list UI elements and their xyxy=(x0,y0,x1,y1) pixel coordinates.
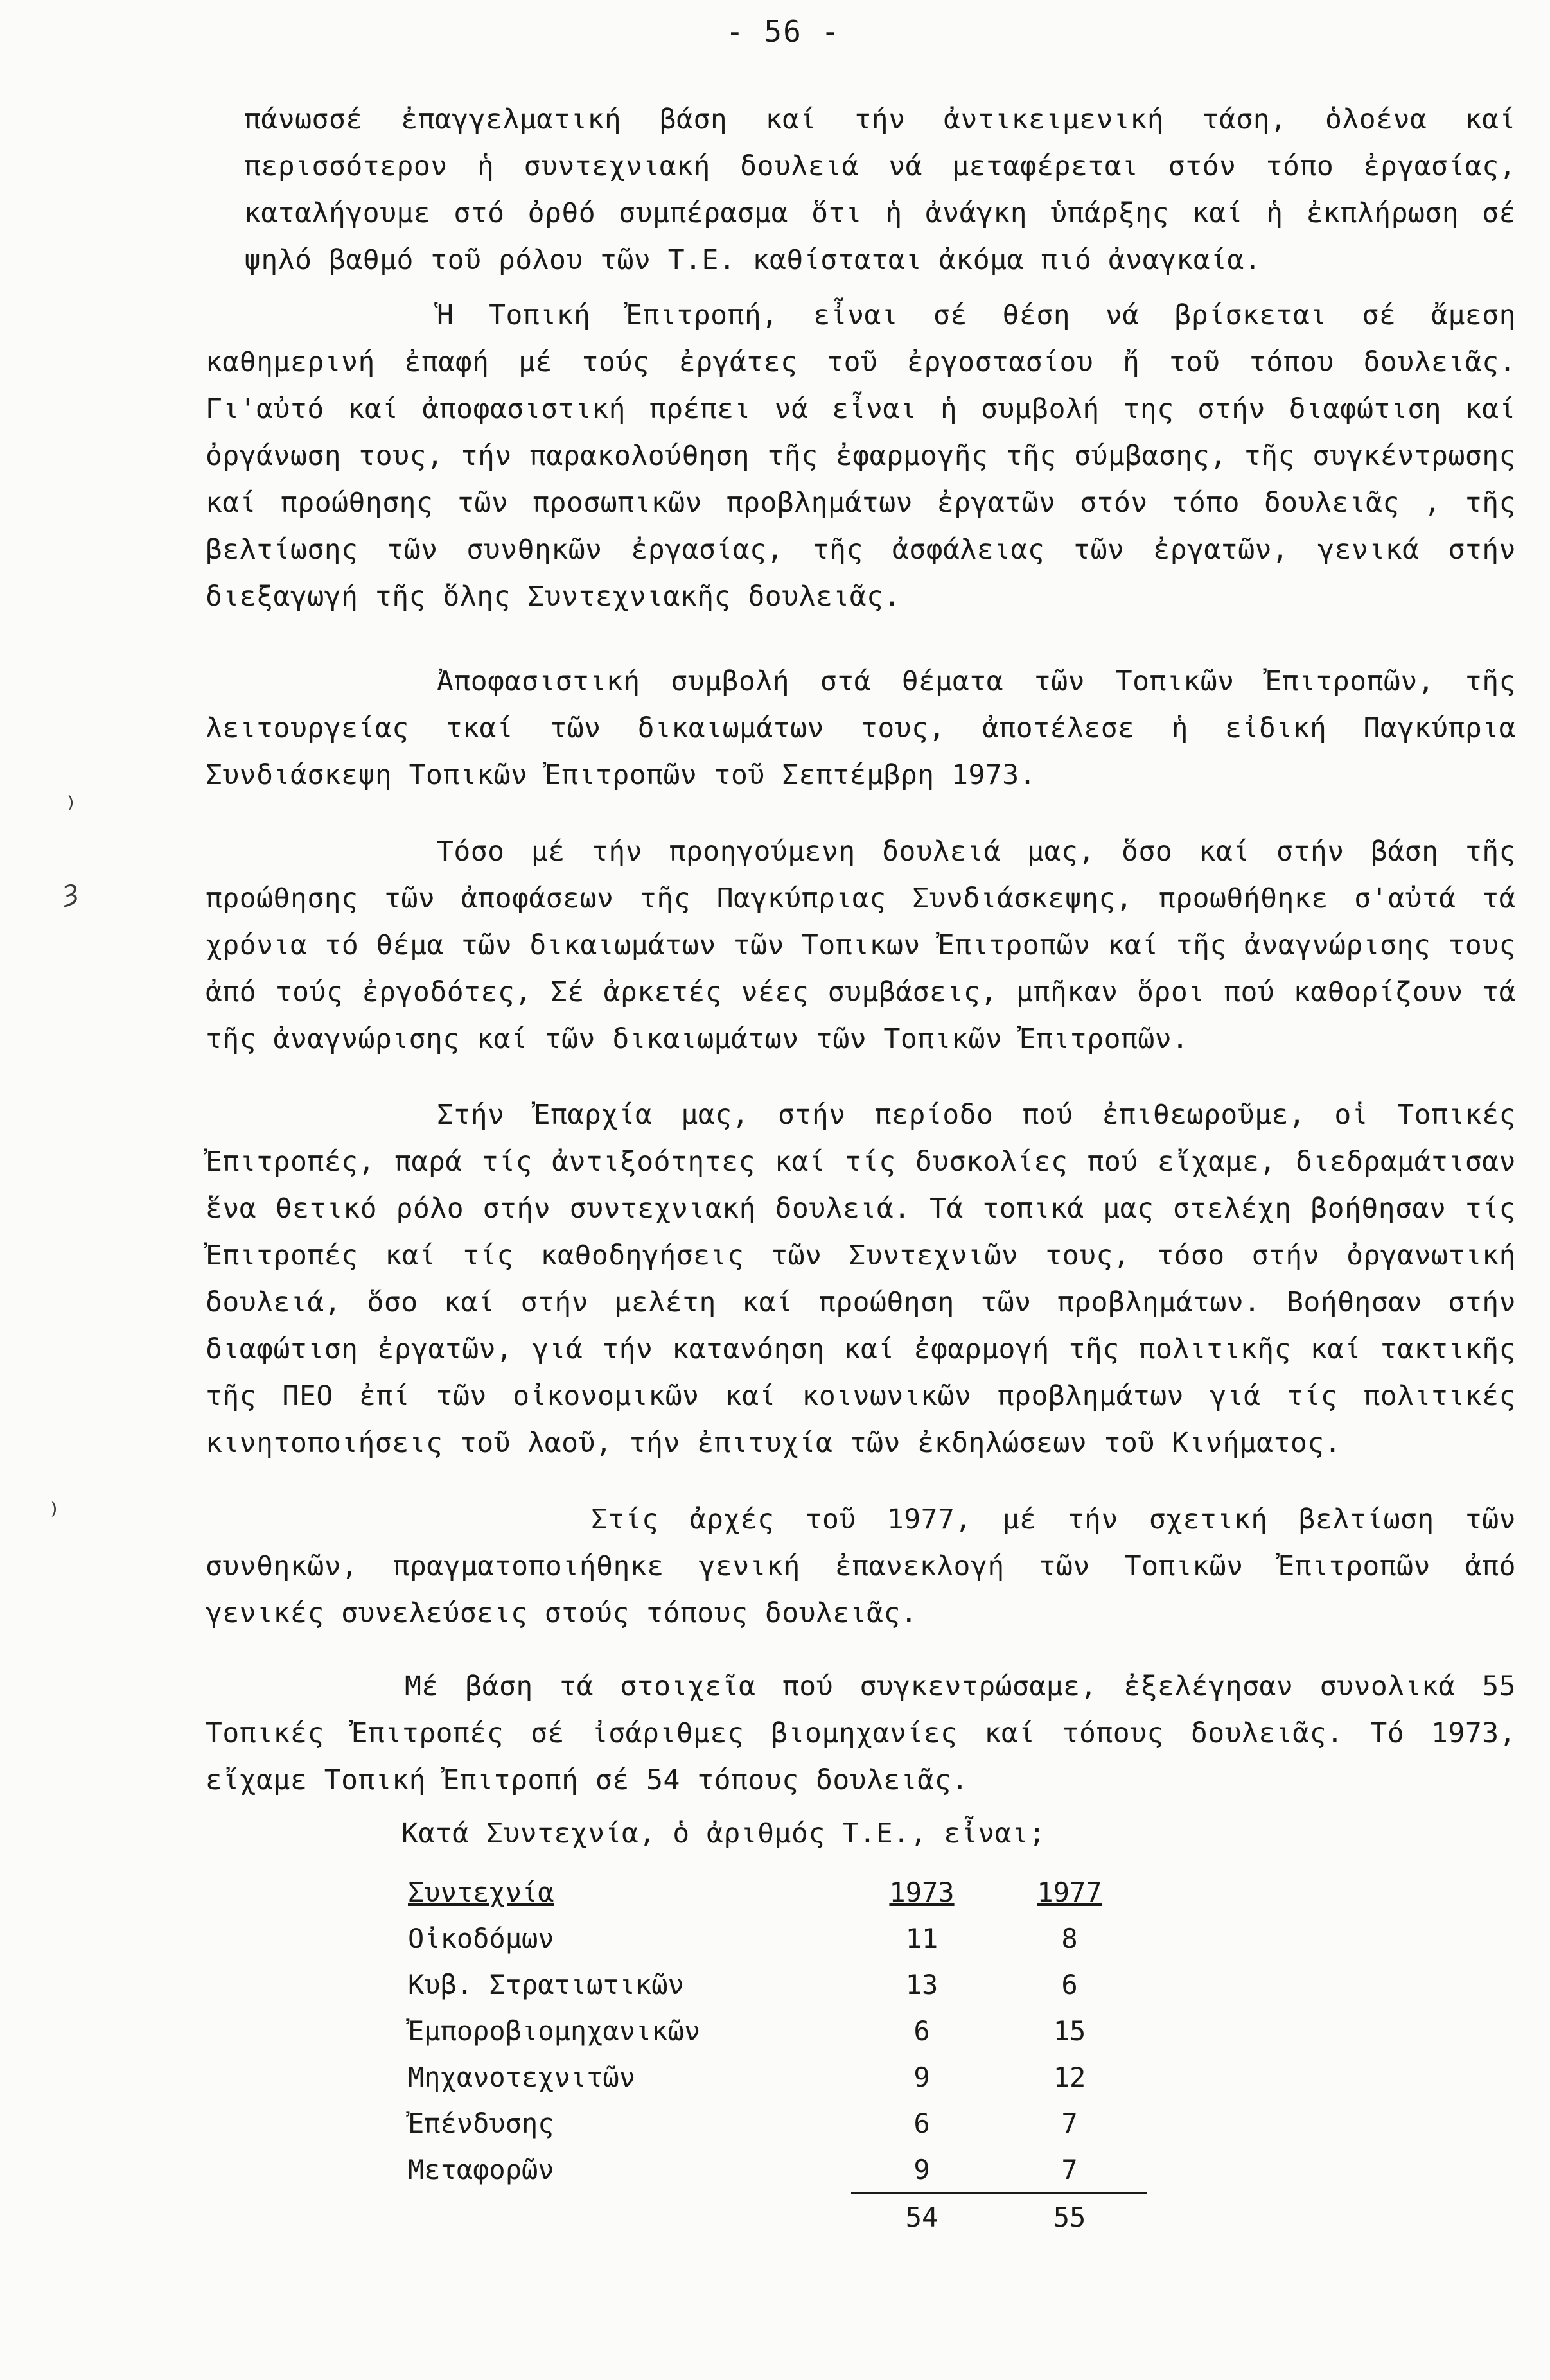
row-1973: 9 xyxy=(913,2153,930,2185)
header-1977: 1977 xyxy=(1037,1876,1102,1908)
row-1977: 7 xyxy=(1061,2107,1078,2139)
table-header-row xyxy=(408,1869,1147,1915)
row-1977: 15 xyxy=(1053,2015,1086,2047)
margin-mark: ⁾ xyxy=(45,1496,63,1531)
row-union: Μεταφορῶν xyxy=(408,2154,554,2185)
totals-label-cell xyxy=(408,2193,851,2240)
total-1973: 54 xyxy=(851,2193,992,2240)
paragraph-6: Στίς ἀρχές τοῦ 1977, μέ τήν σχετική βελτίωση τῶν συνθηκῶν, πραγματοποιήθηκε γενική ἐπανεκλογή τῶν Τοπικῶν Ἐπιτροπῶν ἀπό γενικές συνελεύσεις στούς τόπους δουλειᾶς. xyxy=(206,1503,1516,1629)
row-1977: 12 xyxy=(1053,2061,1086,2093)
table-row xyxy=(408,2008,1147,2054)
row-union: Μηχανοτεχνιτῶν xyxy=(408,2061,636,2093)
row-union: Ἐπένδυσης xyxy=(408,2107,554,2139)
header-1973: 1973 xyxy=(889,1876,955,1908)
row-1977: 6 xyxy=(1061,1968,1078,2000)
row-union: Ἐμποροβιομηχανικῶν xyxy=(408,2015,701,2047)
paragraph-2: Ἡ Τοπική Ἐπιτροπή, εἶναι σέ θέση νά βρίσκεται σέ ἄμεση καθημερινή ἐπαφή μέ τούς ἐργάτες τοῦ ἐργοστασίου ἤ τοῦ τόπου δουλειᾶς. Γι'αὐτό καί ἀποφασιστική πρέπει νά εἶναι ἡ συμβολή της στήν διαφώτιση καί ὀργάνωση τους, τήν παρακολούθηση τῆς ἐφαρμογῆς τῆς σύμβασης, τῆς συγκέντρωσης καί προώθησης τῶν προσωπικῶν προβλημάτων ἐργατῶν στόν τόπο δουλειᾶς , τῆς βελτίωσης τῶν συνθηκῶν ἐργασίας, τῆς ἀσφάλειας τῶν ἐργατῶν, γενικά στήν διεξαγωγή τῆς ὅλης Συντεχνιακῆς δουλειᾶς. xyxy=(206,299,1516,613)
margin-mark: ⁾ xyxy=(62,790,80,825)
total-1977: 55 xyxy=(992,2193,1147,2240)
margin-mark: ȝ xyxy=(62,873,80,908)
paragraph-1: πάνωσσέ ἐπαγγελματική βάση καί τήν ἀντικειμενική τάση, ὁλοένα καί περισσότερον ἡ συντεχνιακή δουλειά νά μεταφέρεται στόν τόπο ἐργασίας, καταλήγουμε στό ὀρθό συμπέρασμα ὅτι ἡ ἀνάγκη ὑπάρξης καί ἡ ἐκπλήρωση σέ ψηλό βαθμό τοῦ ρόλου τῶν Τ.Ε. καθίσταται ἀκόμα πιό ἀναγκαία. xyxy=(244,103,1516,276)
unions-table xyxy=(408,1869,1147,2240)
row-union: Κυβ. Στρατιωτικῶν xyxy=(408,1968,684,2000)
table-row xyxy=(408,2054,1147,2100)
header-union: Συντεχνία xyxy=(408,1876,554,1908)
row-1973: 13 xyxy=(905,1968,938,2000)
row-1973: 6 xyxy=(913,2107,930,2139)
paragraph-5: Στήν Ἐπαρχία μας, στήν περίοδο πού ἐπιθεωροῦμε, οἱ Τοπικές Ἐπιτροπές, παρά τίς ἀντιξοότητες καί τίς δυσκολίες πού εἴχαμε, διεδραμάτισαν ἕνα θετικό ρόλο στήν συντεχνιακή δουλειά. Τά τοπικά μας στελέχη βοήθησαν τίς Ἐπιτροπές καί τίς καθοδηγήσεις τῶν Συντεχνιῶν τους, τόσο στήν ὀργανωτική δουλειά, ὅσο καί στήν μελέτη καί προώθηση τῶν προβλημάτων. Βοήθησαν στήν διαφώτιση ἐργατῶν, γιά τήν κατανόηση καί ἐφαρμογή τῆς πολιτικῆς καί τακτικῆς τῆς ΠΕΟ ἐπί τῶν οἰκονομικῶν καί κοινωνικῶν προβλημάτων γιά τίς πολιτικές κινητοποιήσεις τοῦ λαοῦ, τήν ἐπιτυχία τῶν ἐκδηλώσεων τοῦ Κινήματος. xyxy=(206,1099,1516,1459)
table-row xyxy=(408,2146,1147,2193)
paragraph-7: Μέ βάση τά στοιχεῖα πού συγκεντρώσαμε, ἐξελέγησαν συνολικά 55 Τοπικές Ἐπιτροπές σέ ἰσάριθμες βιομηχανίες καί τόπους δουλειᾶς. Τό 1973, εἴχαμε Τοπική Ἐπιτροπή σέ 54 τόπους δουλειᾶς. xyxy=(206,1670,1516,1796)
row-1977: 7 xyxy=(1061,2153,1078,2185)
paragraph-3: Ἀποφασιστική συμβολή στά θέματα τῶν Τοπικῶν Ἐπιτροπῶν, τῆς λειτουργείας τκαί τῶν δικαιωμάτων τους, ἀποτέλεσε ἡ εἰδική Παγκύπρια Συνδιάσκεψη Τοπικῶν Ἐπιτροπῶν τοῦ Σεπτέμβρη 1973. xyxy=(206,665,1516,791)
row-1973: 11 xyxy=(905,1922,938,1954)
totals-row xyxy=(408,2193,1147,2240)
row-1973: 9 xyxy=(913,2061,930,2093)
table-row xyxy=(408,1961,1147,2008)
table-intro: Κατά Συντεχνία, ὁ ἀριθμός Τ.Ε., εἶναι; xyxy=(401,1817,1046,1850)
table-row xyxy=(408,2100,1147,2146)
paragraph-4: Τόσο μέ τήν προηγούμενη δουλειά μας, ὅσο καί στήν βάση τῆς προώθησης τῶν ἀποφάσεων τῆς Παγκύπριας Συνδιάσκεψης, προωθήθηκε σ'αὐτά τά χρόνια τό θέμα τῶν δικαιωμάτων τῶν Τοπικων Ἐπιτροπῶν καί τῆς ἀναγνώρισης τους ἀπό τούς ἐργοδότες, Σέ ἀρκετές νέες συμβάσεις, μπῆκαν ὅροι πού καθορίζουν τά τῆς ἀναγνώρισης καί τῶν δικαιωμάτων τῶν Τοπικῶν Ἐπιτροπῶν. xyxy=(206,836,1516,1055)
page-number: - 56 - xyxy=(726,14,841,49)
row-1977: 8 xyxy=(1061,1922,1078,1954)
row-1973: 6 xyxy=(913,2015,930,2047)
table-row xyxy=(408,1915,1147,1961)
row-union: Οἰκοδόμων xyxy=(408,1922,554,1954)
